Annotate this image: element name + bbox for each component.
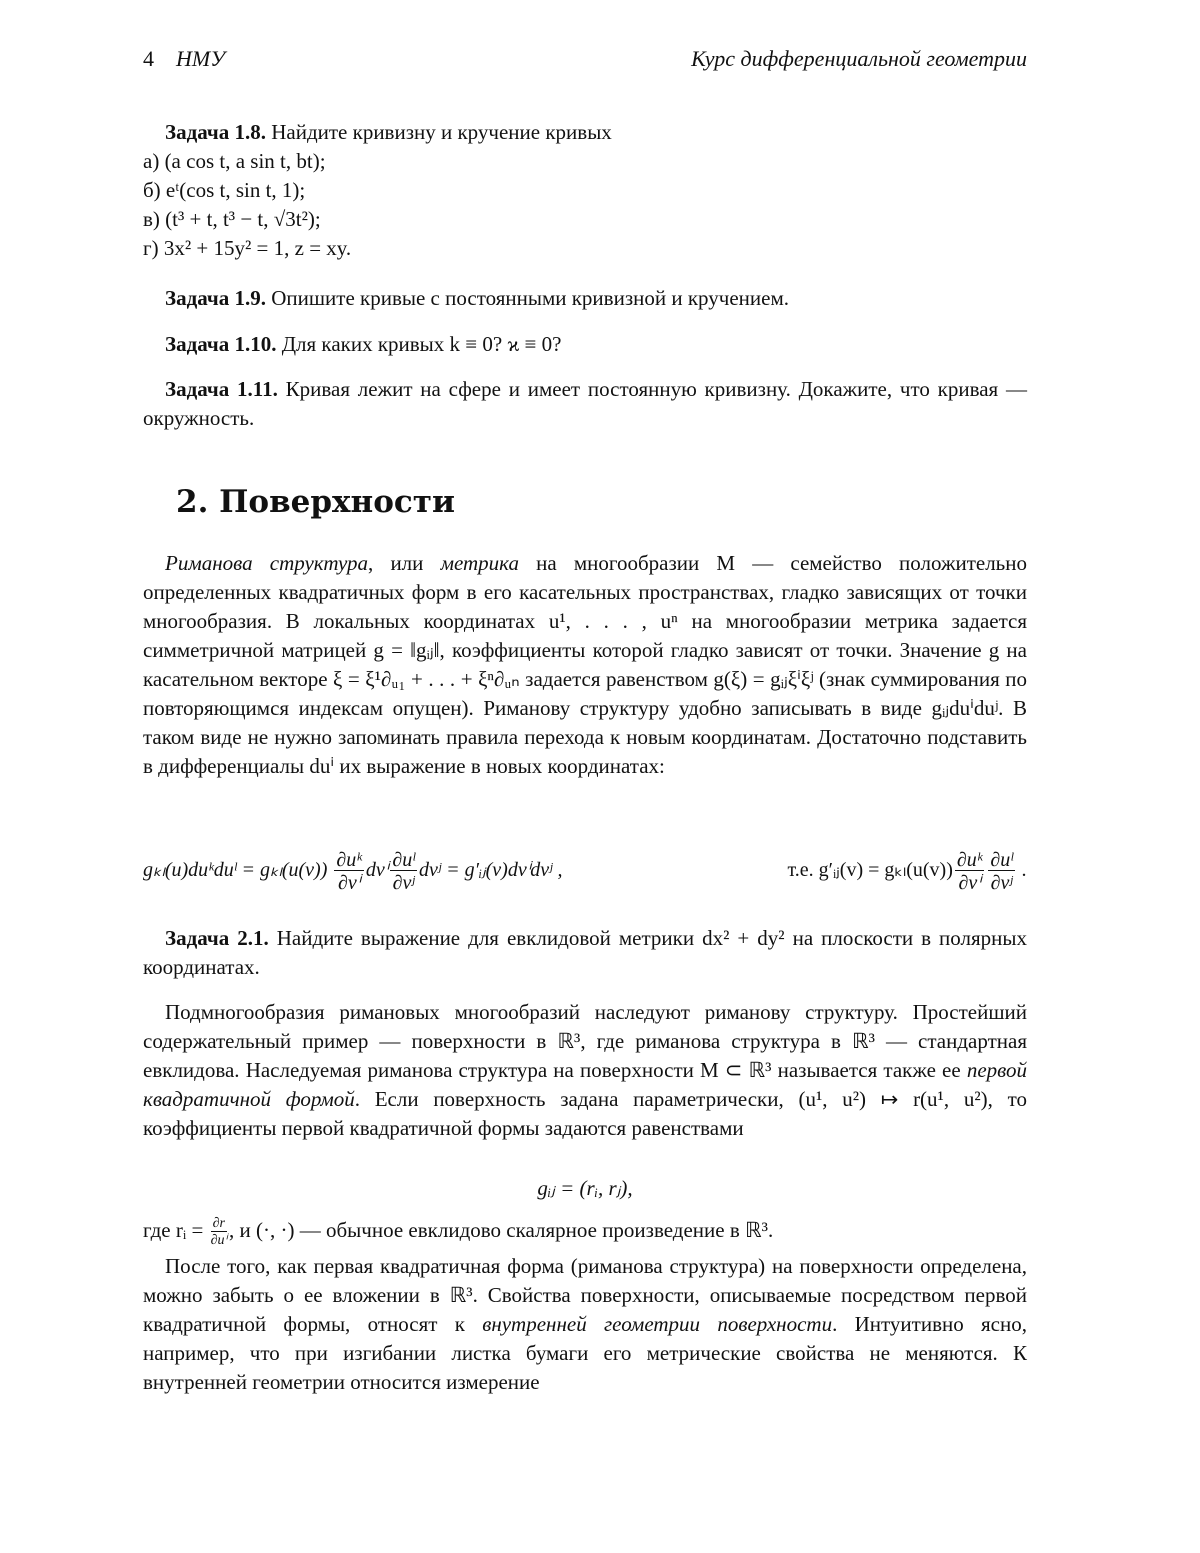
equation-ie: т.е. g′ᵢⱼ(v) = gₖₗ(u(v)) (787, 859, 953, 882)
fraction-denominator: ∂vʲ (990, 872, 1013, 894)
paragraph-text: , и (·, ·) — обычное евклидово скалярное произведение в ℝ³. (229, 1218, 774, 1242)
paragraph-text: на многообразии M — семейство положительно определенных квадратичных форм в его касательных пространствах, гладко зависящих от точки многообразия. В локальных координатах u¹, . . . , uⁿ на многообразии метрика задается симметричной матрицей g = ‖gᵢⱼ‖, коэффициенты которой гладко зависят от точки. Значение g на касательном векторе ξ = ξ¹∂ᵤ₁ + . . . + ξⁿ∂ᵤₙ задается равенством g(ξ) = gᵢⱼξⁱξʲ (знак суммирования по повторяющимся индексам опущен). Риманову структуру удобно записывать в виде gᵢⱼduⁱduʲ. В таком виде не нужно запоминать правила перехода к новым координатам. Достаточно подставить в дифференциалы duⁱ их выражение в новых координатах: (143, 551, 1027, 778)
equation-end: . (1017, 859, 1027, 882)
paragraph-text: . Интуитивно ясно, например, что при изгибании листка бумаги его метрические свойства не меняются. К внутренней геометрии относится измерение (143, 1312, 1027, 1394)
fraction-numerator: ∂r (211, 1217, 227, 1232)
paragraph-riemannian-structure (143, 549, 1027, 781)
fraction-numerator: ∂uᵏ (956, 849, 983, 871)
problem-1-10 (143, 330, 1027, 359)
problem-2-1 (143, 924, 1027, 982)
problem-label: Задача 1.8. (165, 120, 266, 144)
paragraph-submanifolds (143, 998, 1027, 1143)
fraction-denominator: ∂vⁱ (958, 872, 981, 894)
paragraph-intrinsic-geometry (143, 1252, 1027, 1397)
display-equation: gᵢⱼ = (rᵢ, rⱼ), (537, 1176, 633, 1200)
fraction (334, 850, 364, 893)
problem-text: Найдите выражение для евклидовой метрики dx² + dy² на плоскости в полярных координатах. (143, 926, 1028, 979)
page (143, 44, 1028, 1394)
problem-item: в) (t³ + t, t³ − t, √3t²); (143, 207, 321, 231)
equation-term: dvⁱ (365, 859, 389, 882)
equation-left (143, 850, 562, 893)
problem-text: Для каких кривых k ≡ 0? ϰ ≡ 0? (281, 332, 562, 356)
paragraph-text: После того, как первая квадратичная форма (риманова структура) на поверхности определена, можно забыть о ее вложении в ℝ³. Свойства поверхности, описываемые посредством первой квадратичной формы, относят к (143, 1254, 1027, 1336)
page-number: 4 (143, 46, 154, 71)
paragraph-text: где rᵢ = (143, 1218, 209, 1242)
problem-1-11 (143, 375, 1027, 433)
term-intrinsic-geometry: внутренней геометрии поверхности (482, 1312, 833, 1336)
problem-label: Задача 2.1. (165, 926, 269, 950)
section-heading: 2. Поверхности (176, 484, 455, 520)
fraction (390, 850, 417, 893)
problem-label: Задача 1.9. (165, 286, 266, 310)
fraction-denominator: ∂vⁱ (337, 872, 361, 894)
problem-1-9 (143, 284, 1027, 313)
running-header (143, 44, 1027, 76)
equation-gij (143, 1174, 1027, 1203)
paragraph-text: Подмногообразия римановых многообразий наследуют риманову структуру. Простейший содержательный пример — поверхности в ℝ³, где риманова структура в ℝ³ — стандартная евклидова. Наследуемая риманова структура на поверхности M ⊂ ℝ³ называется также ее (143, 1000, 1027, 1082)
paragraph-where-ri (143, 1216, 1027, 1248)
fraction (988, 850, 1015, 893)
equation-term: dvʲ = g′ᵢⱼ(v)dvⁱdvʲ , (418, 859, 563, 882)
fraction-numerator: ∂uˡ (990, 849, 1013, 871)
equation-metric-change (143, 850, 1027, 893)
problem-text: Найдите кривизну и кручение кривых (271, 120, 612, 144)
problem-1-8 (143, 118, 1027, 263)
fraction-numerator: ∂uˡ (392, 849, 415, 871)
equation-right (788, 850, 1027, 893)
problem-text: Опишите кривые с постоянными кривизной и кручением. (271, 286, 789, 310)
paragraph-text: , или (368, 551, 441, 575)
fraction-denominator: ∂vʲ (392, 872, 415, 894)
equation-lhs: gₖₗ(u)duᵏduˡ = gₖₗ(u(v)) (143, 859, 328, 882)
fraction-denominator: ∂uⁱ (210, 1232, 228, 1248)
problem-text: Кривая лежит на сфере и имеет постоянную кривизну. Докажите, что кривая — окружность. (143, 377, 1027, 430)
problem-item: г) 3x² + 15y² = 1, z = xy. (143, 236, 352, 260)
problem-item: б) eᵗ(cos t, sin t, 1); (143, 178, 306, 202)
problem-item: а) (a cos t, a sin t, bt); (143, 149, 326, 173)
journal-name: НМУ (176, 46, 226, 71)
term-metric: метрика (440, 551, 519, 575)
term-riemannian-structure: Риманова структура (165, 551, 369, 575)
term-first-fundamental-form: первой квадратичной формой (143, 1058, 1027, 1111)
fraction-numerator: ∂uᵏ (336, 849, 362, 871)
problem-label: Задача 1.10. (165, 332, 277, 356)
fraction (211, 1217, 227, 1248)
course-title: Курс дифференциальной геометрии (691, 46, 1027, 71)
fraction (955, 850, 985, 893)
problem-label: Задача 1.11. (165, 377, 278, 401)
paragraph-text: . Если поверхность задана параметрически, (u¹, u²) ↦ r(u¹, u²), то коэффициенты первой квадратичной формы задаются равенствами (143, 1087, 1027, 1140)
